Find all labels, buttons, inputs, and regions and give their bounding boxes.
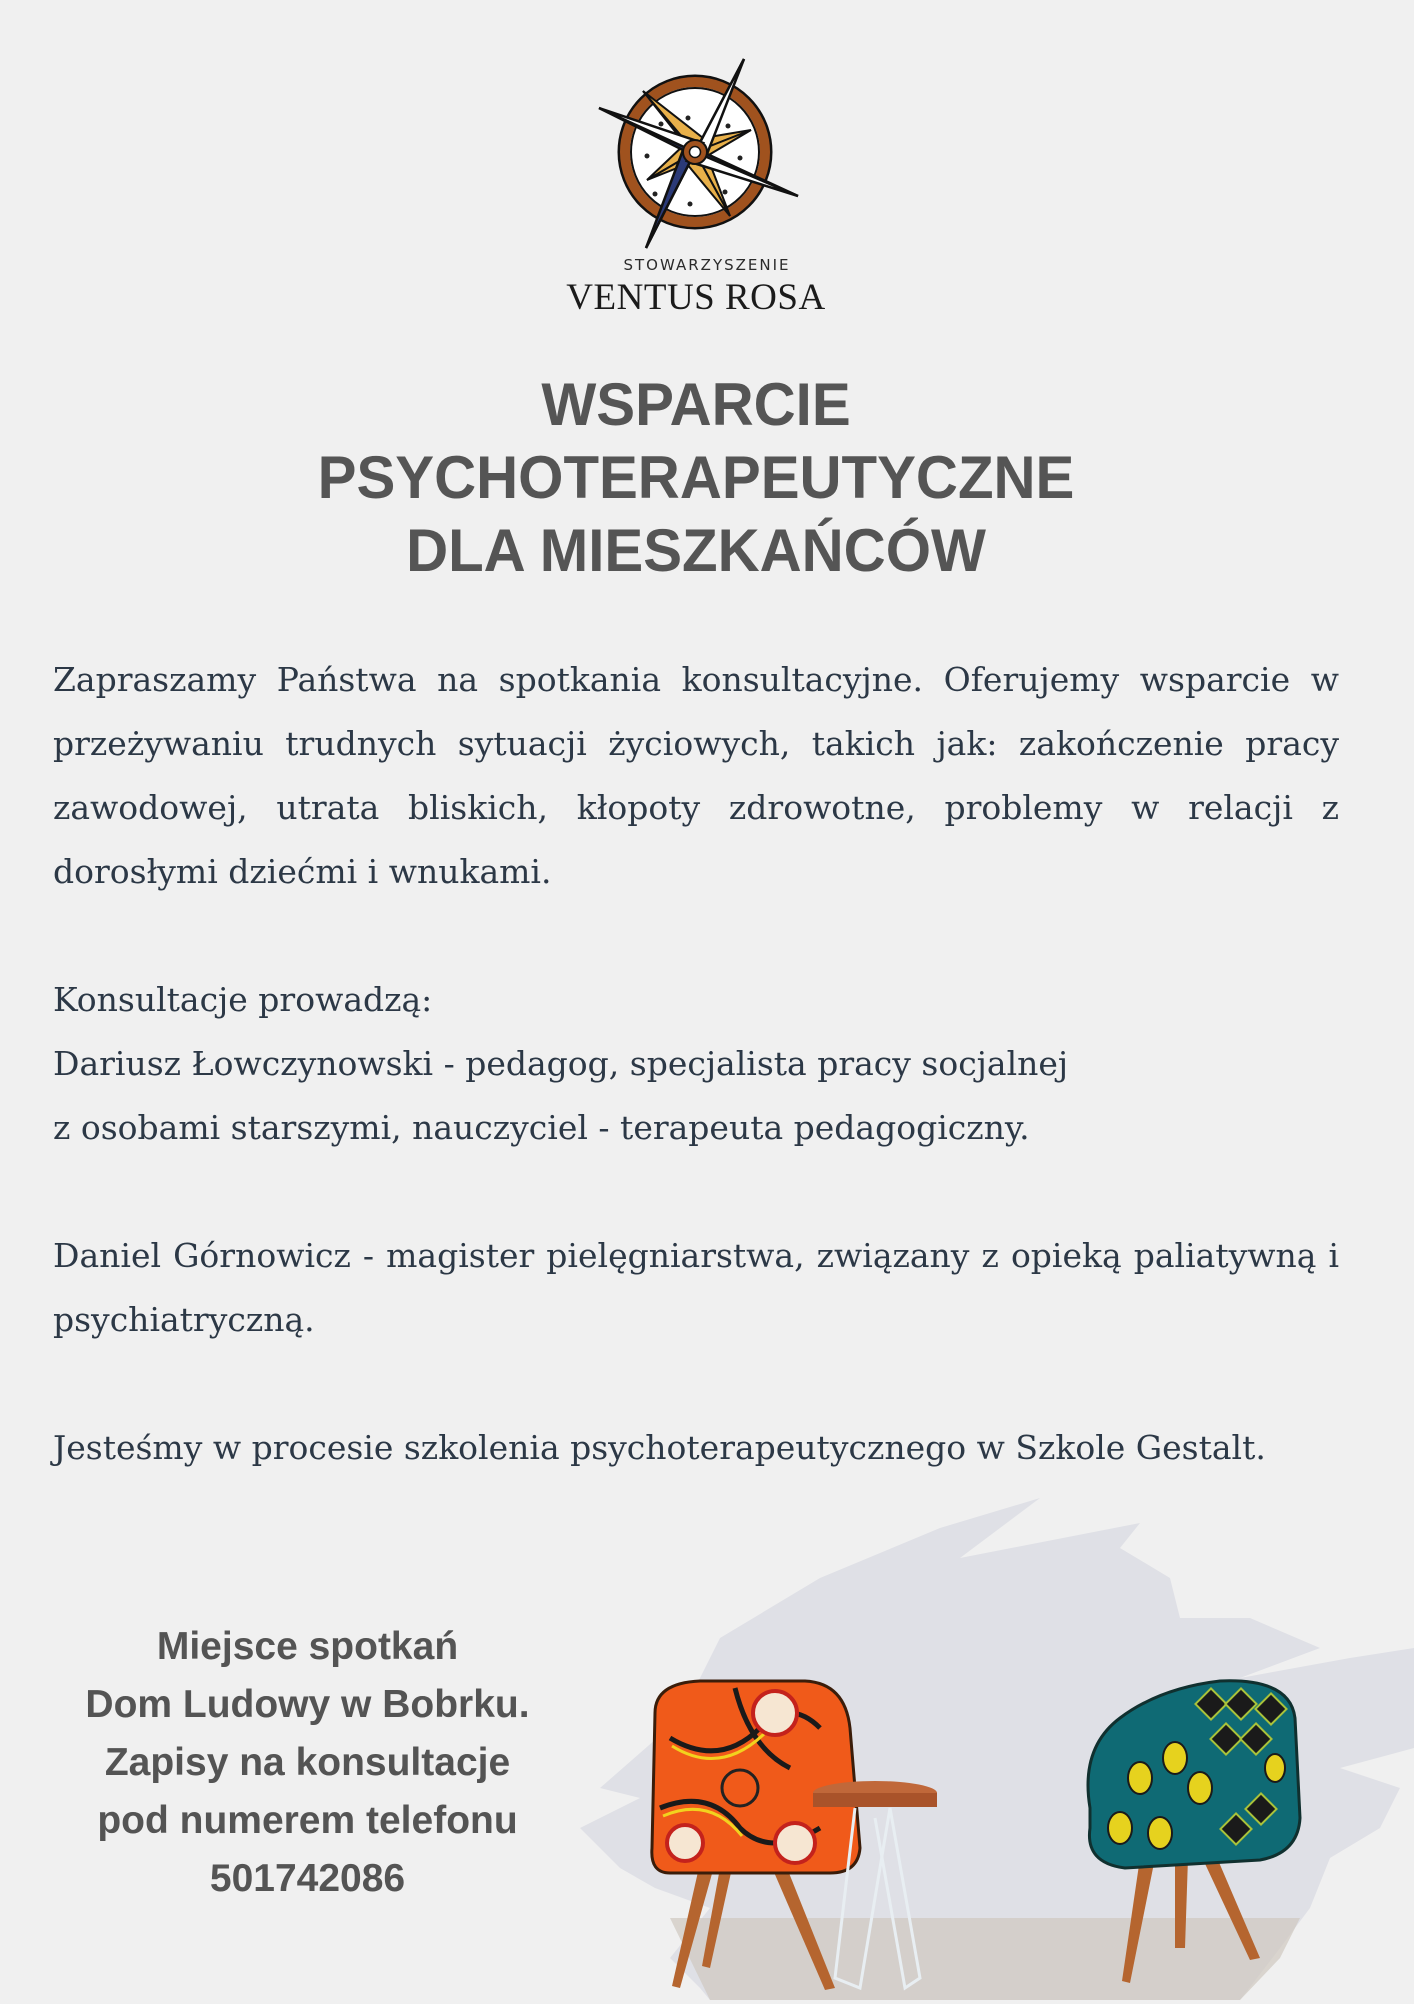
location-line: Dom Ludowy w Bobrku. — [85, 1683, 530, 1726]
consultant-1-line-1: Dariusz Łowczynowski - pedagog, specjalista pracy socjalnej — [53, 1044, 1069, 1083]
chairs-photo — [560, 1488, 1414, 2000]
page-title — [0, 368, 1392, 587]
title-line: DLA MIESZKAŃCÓW — [406, 517, 986, 584]
consultant-1-line-2: z osobami starszymi, nauczyciel - terapeuta pedagogiczny. — [53, 1108, 1030, 1147]
location-line: pod numerem telefonu — [97, 1799, 518, 1842]
compass-rose-icon — [585, 48, 805, 258]
title-line: WSPARCIE — [541, 371, 851, 438]
location-info — [50, 1618, 565, 1908]
consultants-section — [53, 968, 1339, 1160]
location-line: Miejsce spotkań — [156, 1625, 459, 1668]
consultant-2-paragraph: Daniel Górnowicz - magister pielęgniarstwa, związany z opieką paliatywną i psychiatryczną. — [53, 1236, 1339, 1339]
title-line: PSYCHOTERAPEUTYCZNE — [317, 444, 1075, 511]
consultants-heading: Konsultacje prowadzą: — [53, 980, 433, 1019]
training-paragraph: Jesteśmy w procesie szkolenia psychoterapeutycznego w Szkole Gestalt. — [53, 1428, 1266, 1467]
intro-paragraph: Zapraszamy Państwa na spotkania konsultacyjne. Oferujemy wsparcie w przeżywaniu trudnych sytuacji życiowych, takich jak: zakończenie pracy zawodowej, utrata bliskich, kłopoty zdrowotne, problemy w relacji z dorosłymi dziećmi i wnukami. — [53, 660, 1339, 891]
phone-number: 501742086 — [209, 1857, 406, 1900]
org-name: VENTUS ROSA — [566, 277, 826, 318]
location-line: Zapisy na konsultacje — [104, 1741, 511, 1784]
org-prefix: STOWARZYSZENIE — [623, 256, 791, 274]
